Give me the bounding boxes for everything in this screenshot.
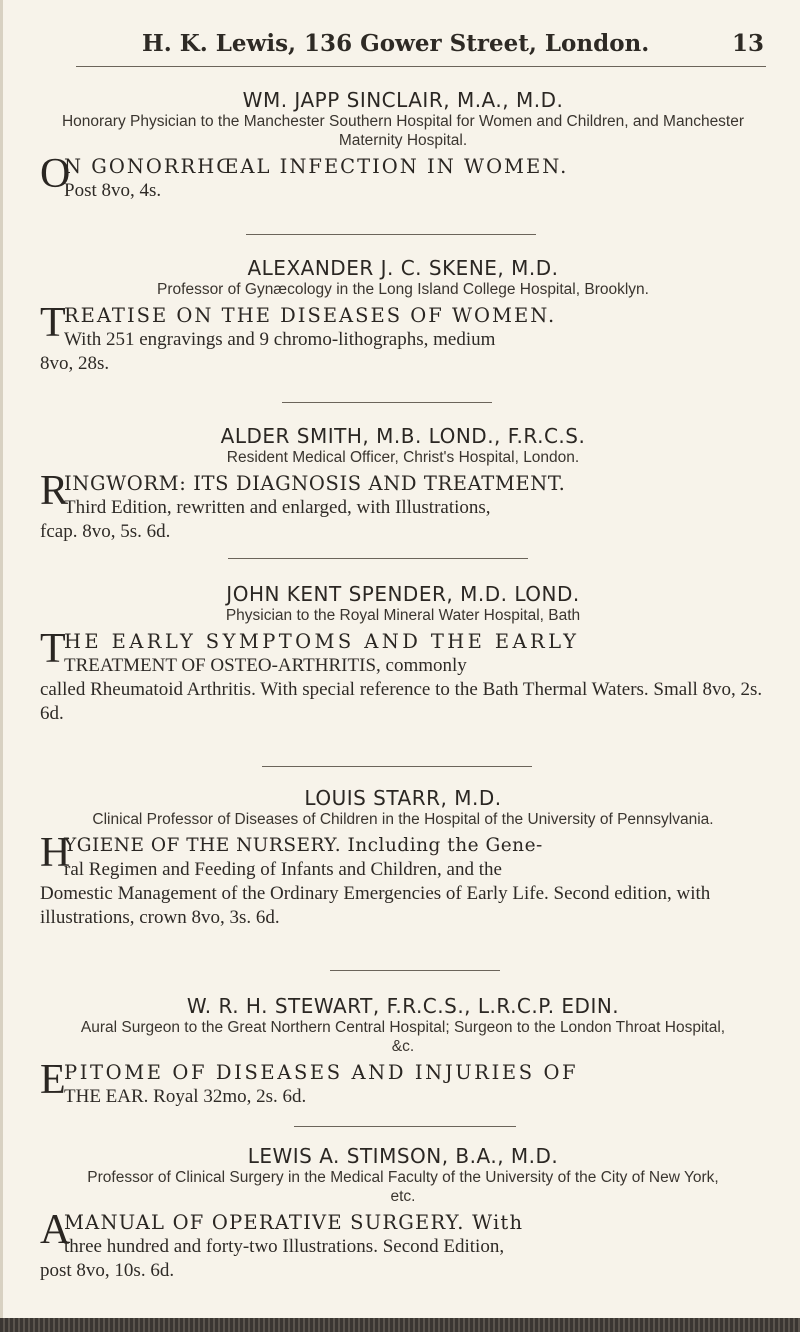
drop-cap: T	[40, 300, 66, 346]
book-title-block	[40, 300, 766, 376]
drop-cap: T	[40, 626, 66, 672]
book-title-block	[40, 1207, 766, 1283]
book-details: ral Regimen and Feeding of Infants and Children, and the	[64, 859, 502, 880]
catalogue-entry-stewart	[40, 994, 766, 1109]
book-title: HE EARLY SYMPTOMS AND THE EARLY	[64, 630, 580, 653]
catalogue-entry-skene	[40, 256, 766, 376]
author-affiliation: Professor of Gynæcology in the Long Island College Hospital, Brooklyn.	[157, 281, 649, 298]
author-name: LOUIS STARR, M.D.	[304, 786, 502, 810]
page-edge	[0, 0, 3, 1332]
drop-cap: E	[40, 1057, 66, 1103]
book-details-continued: post 8vo, 10s. 6d.	[40, 1260, 175, 1281]
author-affiliation: Honorary Physician to the Manchester Southern Hospital for Women and Children, and Manchester Maternity Hospital.	[61, 113, 745, 149]
drop-cap: H	[40, 830, 71, 876]
book-details: three hundred and forty-two Illustrations. Second Edition,	[64, 1236, 505, 1257]
author-name: ALEXANDER J. C. SKENE, M.D.	[247, 256, 559, 280]
catalogue-entry-spender	[40, 582, 766, 726]
catalogue-entry-stimson	[40, 1144, 766, 1283]
section-rule	[228, 558, 528, 559]
book-details: TREATMENT OF OSTEO-ARTHRITIS, commonly	[64, 655, 467, 676]
author-affiliation: Resident Medical Officer, Christ's Hospital, London.	[226, 449, 580, 466]
book-title-block	[40, 830, 766, 930]
section-rule	[282, 402, 492, 403]
book-title: REATISE ON THE DISEASES OF WOMEN.	[64, 304, 557, 327]
book-title: N GONORRHŒAL INFECTION IN WOMEN.	[64, 155, 569, 178]
author-affiliation: Clinical Professor of Diseases of Children in the Hospital of the University of Pennsylvania.	[92, 811, 714, 828]
section-rule	[246, 234, 536, 235]
drop-cap: R	[40, 468, 69, 514]
book-title-block	[40, 1057, 766, 1109]
author-name: W. R. H. STEWART, F.R.C.S., L.R.C.P. EDIN.	[186, 994, 620, 1018]
book-title-block	[40, 626, 766, 726]
author-name: LEWIS A. STIMSON, B.A., M.D.	[247, 1144, 559, 1168]
book-details-continued: 8vo, 28s.	[40, 353, 110, 374]
book-details: With 251 engravings and 9 chromo-lithographs, medium	[64, 329, 496, 350]
book-details-continued: fcap. 8vo, 5s. 6d.	[40, 521, 171, 542]
author-affiliation: Aural Surgeon to the Great Northern Central Hospital; Surgeon to the London Throat Hospital, &c.	[80, 1019, 726, 1055]
book-details-continued: Domestic Management of the Ordinary Emergencies of Early Life. Second edition, with illustrations, crown 8vo, 3s. 6d.	[40, 883, 711, 928]
book-title: MANUAL OF OPERATIVE SURGERY. With	[64, 1211, 524, 1234]
book-details: Third Edition, rewritten and enlarged, with Illustrations,	[64, 497, 491, 518]
book-title: INGWORM: ITS DIAGNOSIS AND TREATMENT.	[64, 472, 566, 495]
catalogue-entry-smith	[40, 424, 766, 544]
section-rule	[262, 766, 532, 767]
book-details: Post 8vo, 4s.	[64, 180, 162, 201]
drop-cap: O	[40, 151, 71, 197]
header-rule	[76, 66, 766, 67]
book-title-block	[40, 468, 766, 544]
catalogue-entry-starr	[40, 786, 766, 930]
author-affiliation: Physician to the Royal Mineral Water Hospital, Bath	[225, 607, 581, 624]
book-title: YGIENE OF THE NURSERY. Including the Gene-	[64, 835, 543, 856]
book-details-continued: called Rheumatoid Arthritis. With special reference to the Bath Thermal Waters. Small 8vo, 2s. 6d.	[40, 679, 763, 724]
book-details: THE EAR. Royal 32mo, 2s. 6d.	[64, 1086, 307, 1107]
publisher-header: H. K. Lewis, 136 Gower Street, London.	[142, 30, 650, 57]
author-name: WM. JAPP SINCLAIR, M.A., M.D.	[242, 88, 564, 112]
book-title: PITOME OF DISEASES AND INJURIES OF	[64, 1061, 579, 1084]
author-name: ALDER SMITH, M.B. LOND., F.R.C.S.	[220, 424, 586, 448]
drop-cap: A	[40, 1207, 71, 1253]
catalogue-entry-sinclair	[40, 88, 766, 203]
page-bottom-edge	[0, 1318, 800, 1332]
page-number: 13	[731, 30, 764, 57]
book-title-block	[40, 151, 766, 203]
author-affiliation: Professor of Clinical Surgery in the Medical Faculty of the University of the City of New York, etc.	[87, 1169, 719, 1205]
author-name: JOHN KENT SPENDER, M.D. LOND.	[226, 582, 580, 606]
running-head	[42, 30, 764, 64]
section-rule	[330, 970, 500, 971]
section-rule	[294, 1126, 516, 1127]
